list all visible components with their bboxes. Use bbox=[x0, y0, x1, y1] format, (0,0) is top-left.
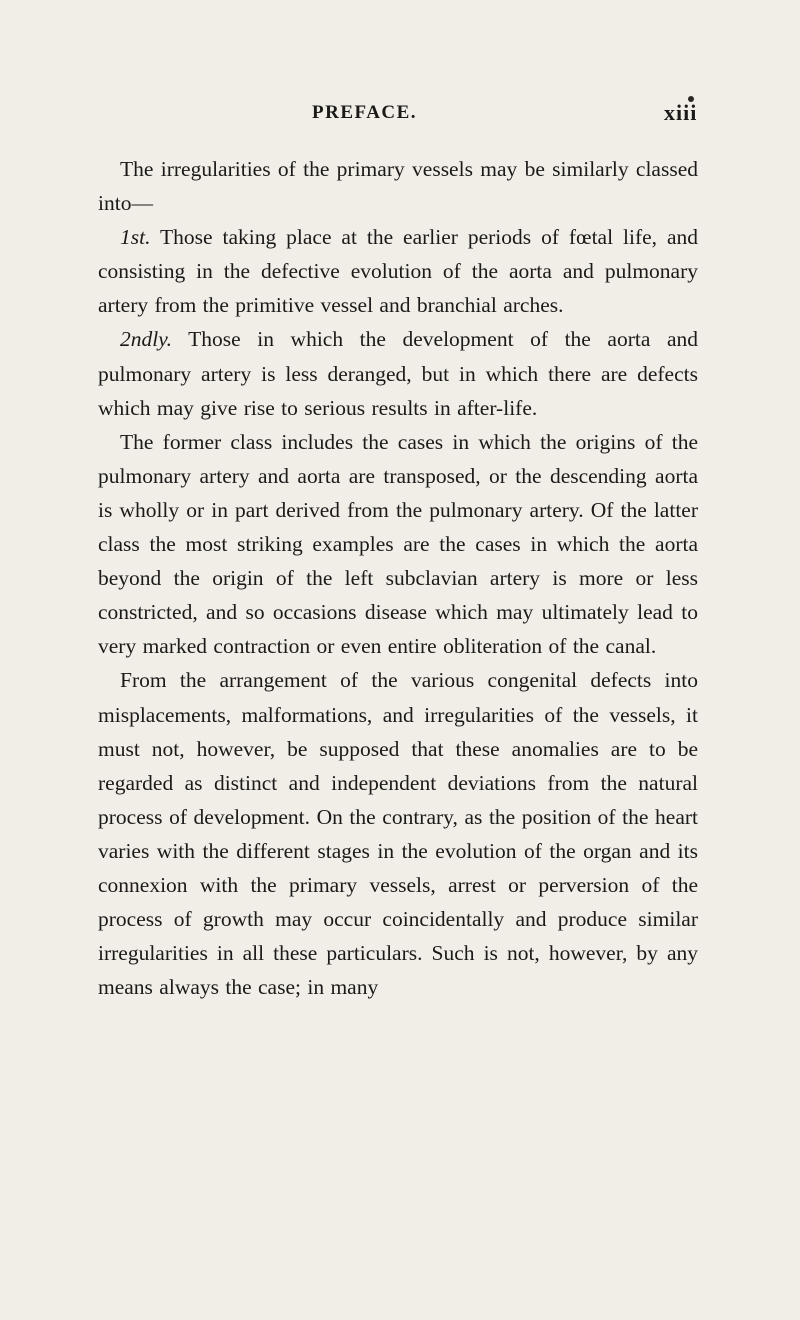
paragraph-classes-text: The former class includes the cases in which the origins of the pulmonary artery and aorta are transposed, or the descending aorta is wholly or in part derived from the pulmonary artery. Of the latter class the most striking examples are the cases in which the aorta beyond the origin of the left subclavian artery is more or less constricted, and so occasions disease which may ultimately lead to very marked contraction or even entire obliteration of the canal. bbox=[98, 429, 698, 659]
running-title: PREFACE. bbox=[312, 102, 418, 123]
ordinal-first: 1st. bbox=[120, 225, 151, 250]
ordinal-second: 2ndly. bbox=[120, 327, 172, 352]
paragraph-intro bbox=[98, 152, 698, 220]
paragraph-second-class bbox=[98, 322, 698, 424]
paragraph-first-class-text: Those taking place at the earlier periods of fœtal life, and consisting in the defective evolution of the aorta and pulmonary artery from the primitive vessel and branchial arches. bbox=[98, 225, 698, 318]
paragraph-classes bbox=[98, 425, 698, 664]
paragraph-first-class bbox=[98, 220, 698, 322]
paragraph-arrangement-text: From the arrangement of the various congenital defects into misplacements, malformations, and irregularities of the vessels, it must not, however, be supposed that these anomalies are to be regarded as distinct and independent deviations from the natural process of development. On the contrary, as the position of the heart varies with the different stages in the evolution of the organ and its connexion with the primary vessels, arrest or perversion of the process of growth may occur coincidentally and produce similar irregularities in all these particulars. Such is not, however, by any means always the case; in many bbox=[98, 668, 698, 1000]
paragraph-second-class-text: Those in which the development of the aorta and pulmonary artery is less deranged, but in which there are defects which may give rise to serious results in after-life. bbox=[98, 327, 698, 420]
page-header bbox=[0, 102, 800, 132]
page-number: xiii bbox=[664, 100, 698, 125]
body-text bbox=[98, 152, 698, 1004]
paragraph-intro-text: The irregularities of the primary vessels may be similarly classed into— bbox=[98, 157, 698, 216]
paragraph-arrangement bbox=[98, 663, 698, 1004]
